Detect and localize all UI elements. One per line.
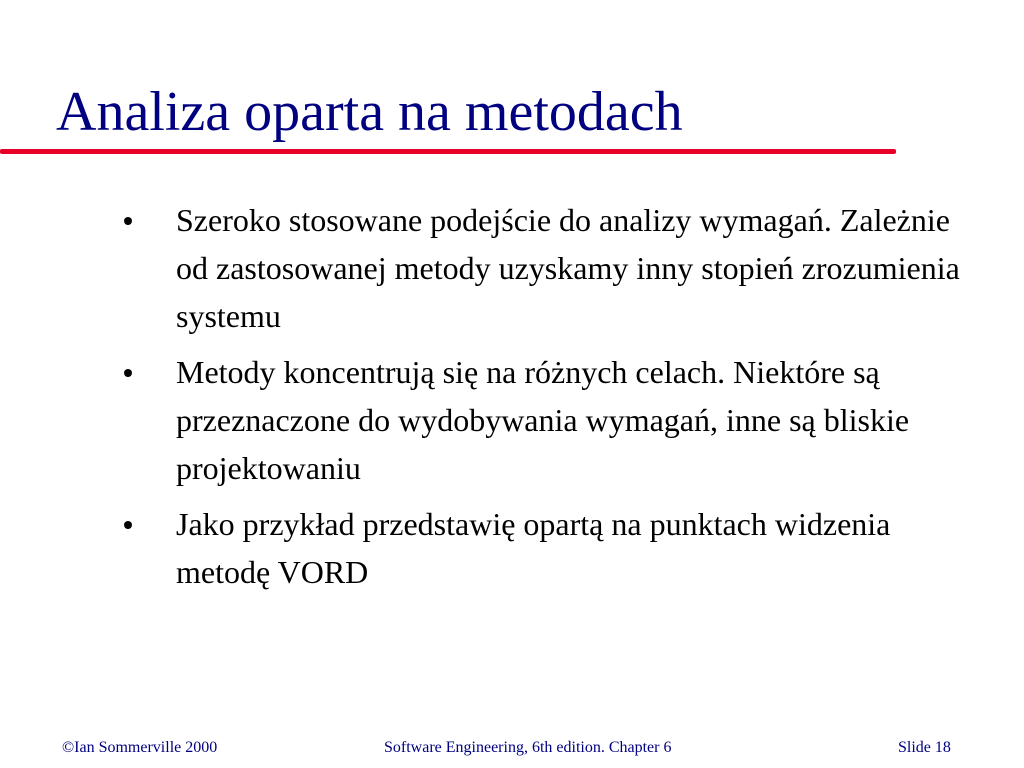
footer-slide-number: Slide 18 <box>898 739 951 756</box>
bullet-list <box>120 196 980 604</box>
bullet-dot-icon <box>124 369 132 377</box>
slide-title: Analiza oparta na metodach <box>56 81 683 143</box>
bullet-item <box>120 348 980 492</box>
footer-source: Software Engineering, 6th edition. Chapter 6 <box>384 739 672 756</box>
title-underline <box>0 149 896 154</box>
bullet-text: Szeroko stosowane podejście do analizy wymagań. Zależnie od zastosowanej metody uzyskamy inny stopień zrozumienia systemu <box>176 202 960 334</box>
bullet-text: Metody koncentrują się na różnych celach. Niektóre są przeznaczone do wydobywania wymagań, inne są bliskie projektowaniu <box>176 354 910 486</box>
footer-copyright: ©Ian Sommerville 2000 <box>62 739 218 756</box>
bullet-item <box>120 196 980 340</box>
bullet-dot-icon <box>124 217 132 225</box>
bullet-item <box>120 500 980 596</box>
bullet-dot-icon <box>124 521 132 529</box>
bullet-text: Jako przykład przedstawię opartą na punktach widzenia metodę VORD <box>176 506 891 590</box>
